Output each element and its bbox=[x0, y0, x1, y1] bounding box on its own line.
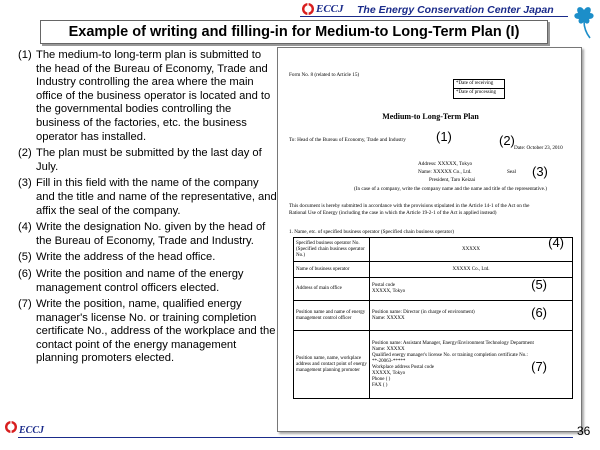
list-item bbox=[18, 251, 278, 265]
date-receiving-cell: *Date of receiving bbox=[454, 80, 504, 89]
item-number: (1) bbox=[18, 49, 32, 61]
row-value: XXXXX bbox=[461, 246, 481, 252]
header-rule bbox=[300, 16, 568, 17]
marker-7: (7) bbox=[531, 359, 547, 374]
item-text: The medium-to long-term plan is submitted to the head of the Bureau of Economy, Trade and Industry controlling the area where the main office of the business operator is located and to the governmental bodies controlling the business of the factories, etc. the business operator has installed. bbox=[36, 49, 271, 143]
president-line: President, Taro Keizai bbox=[429, 177, 476, 183]
submission-text-2: Rational Use of Energy (including the case in which the Article 19-2-1 of the Act is applied instead) bbox=[289, 210, 497, 216]
item-number: (3) bbox=[18, 177, 32, 190]
receipt-box bbox=[453, 79, 505, 99]
row-value: Position name: Director (in charge of environment) Name: XXXXX bbox=[372, 309, 475, 321]
row-label: Position name, name, workplace address and contact point of energy management planning promoter bbox=[294, 331, 370, 399]
marker-6: (6) bbox=[531, 305, 547, 320]
marker-5: (5) bbox=[531, 277, 547, 292]
row-value-cell bbox=[370, 278, 573, 301]
page-number: 36 bbox=[577, 424, 591, 438]
item-number: (5) bbox=[18, 251, 32, 264]
row-label: Specified business operator No. (Specified chain business operator No.) bbox=[294, 238, 370, 262]
submission-text-1: This document is hereby submitted in accordance with the provisions stipulated in the Article 14-1 of the Act on the bbox=[289, 203, 530, 209]
row-value-cell bbox=[370, 331, 573, 399]
list-item bbox=[18, 147, 278, 174]
row-value: XXXXX Co., Ltd. bbox=[370, 262, 573, 278]
table-row bbox=[294, 301, 573, 331]
slide-header bbox=[0, 0, 600, 18]
date-processing-cell: *Date of processing bbox=[456, 90, 496, 95]
list-item bbox=[18, 221, 278, 248]
list-item bbox=[18, 49, 278, 144]
company-note: (In case of a company, write the company name and the name and title of the representative.) bbox=[354, 186, 547, 192]
footer-logo-text: ECCJ bbox=[19, 425, 45, 436]
form-title: Medium-to Long-Term Plan bbox=[382, 112, 479, 121]
marker-4: (4) bbox=[548, 235, 564, 250]
seal-label: Seal bbox=[507, 169, 516, 175]
to-line: To: Head of the Bureau of Economy, Trade and Industry bbox=[289, 137, 406, 143]
row-label: Position name and name of energy management control officer bbox=[294, 301, 370, 331]
item-text: Write the address of the head office. bbox=[36, 251, 216, 264]
item-number: (2) bbox=[18, 147, 32, 160]
table-row bbox=[294, 238, 573, 262]
table-row bbox=[294, 278, 573, 301]
explanation-list bbox=[18, 49, 278, 369]
item-text: Fill in this field with the name of the company and the title and name of the representative, and affix the seal of the company. bbox=[36, 177, 277, 217]
section-heading: 1. Name, etc. of specified business operator (Specified chain business operator) bbox=[289, 229, 454, 235]
organization-name: The Energy Conservation Center Japan bbox=[357, 4, 554, 16]
marker-2: (2) bbox=[499, 133, 515, 148]
name-line: Name: XXXXX Co., Ltd. bbox=[418, 169, 472, 175]
clover-icon bbox=[570, 2, 598, 42]
list-item bbox=[18, 268, 278, 295]
eccj-footer-logo-icon bbox=[4, 420, 18, 434]
item-text: The plan must be submitted by the last day of July. bbox=[36, 147, 262, 173]
marker-3: (3) bbox=[532, 164, 548, 179]
table-row bbox=[294, 331, 573, 399]
marker-1: (1) bbox=[436, 129, 452, 144]
item-text: Write the position, name, qualified energy manager's license No. or training completion certificate No., address of the workplace and the contact point of the energy management planning promoters elected. bbox=[36, 298, 276, 365]
eccj-logo-icon bbox=[301, 2, 315, 16]
item-number: (7) bbox=[18, 298, 32, 311]
row-label: Address of main office bbox=[294, 278, 370, 301]
list-item bbox=[18, 177, 278, 218]
form-number: Form No. 8 (related to Article 15) bbox=[289, 72, 360, 78]
item-number: (4) bbox=[18, 221, 32, 234]
row-value-cell bbox=[370, 301, 573, 331]
item-text: Write the designation No. given by the head of the Bureau of Economy, Trade and Industry. bbox=[36, 221, 266, 247]
item-number: (6) bbox=[18, 267, 32, 280]
row-value-cell bbox=[370, 235, 573, 262]
list-item bbox=[18, 298, 278, 366]
row-value: Position name: Assistant Manager, Energy/Environment Technology Department Name: XXXXX Qualified energy manager's license No. or training completion certificate No.: **-20063-***** Workplace address Postal code XXXXX, Tokyo Phone ( ) FAX ( ) bbox=[372, 340, 534, 388]
slide-title-box bbox=[40, 20, 548, 44]
row-value: Postal code XXXXX, Tokyo bbox=[372, 283, 406, 294]
row-label: Name of business operator bbox=[294, 262, 370, 278]
ecc-short-name: ECCJ bbox=[316, 3, 344, 15]
operator-table bbox=[293, 237, 573, 399]
date-line: Date: October 23, 2010 bbox=[514, 145, 563, 151]
table-row bbox=[294, 262, 573, 278]
form-document bbox=[277, 47, 582, 432]
slide-title: Example of writing and filling-in for Medium-to Long-Term Plan (I) bbox=[68, 24, 520, 40]
address-line: Address: XXXXX, Tokyo bbox=[418, 161, 473, 167]
item-text: Write the position and name of the energy management control officers elected. bbox=[36, 267, 244, 294]
footer-rule bbox=[18, 437, 573, 438]
